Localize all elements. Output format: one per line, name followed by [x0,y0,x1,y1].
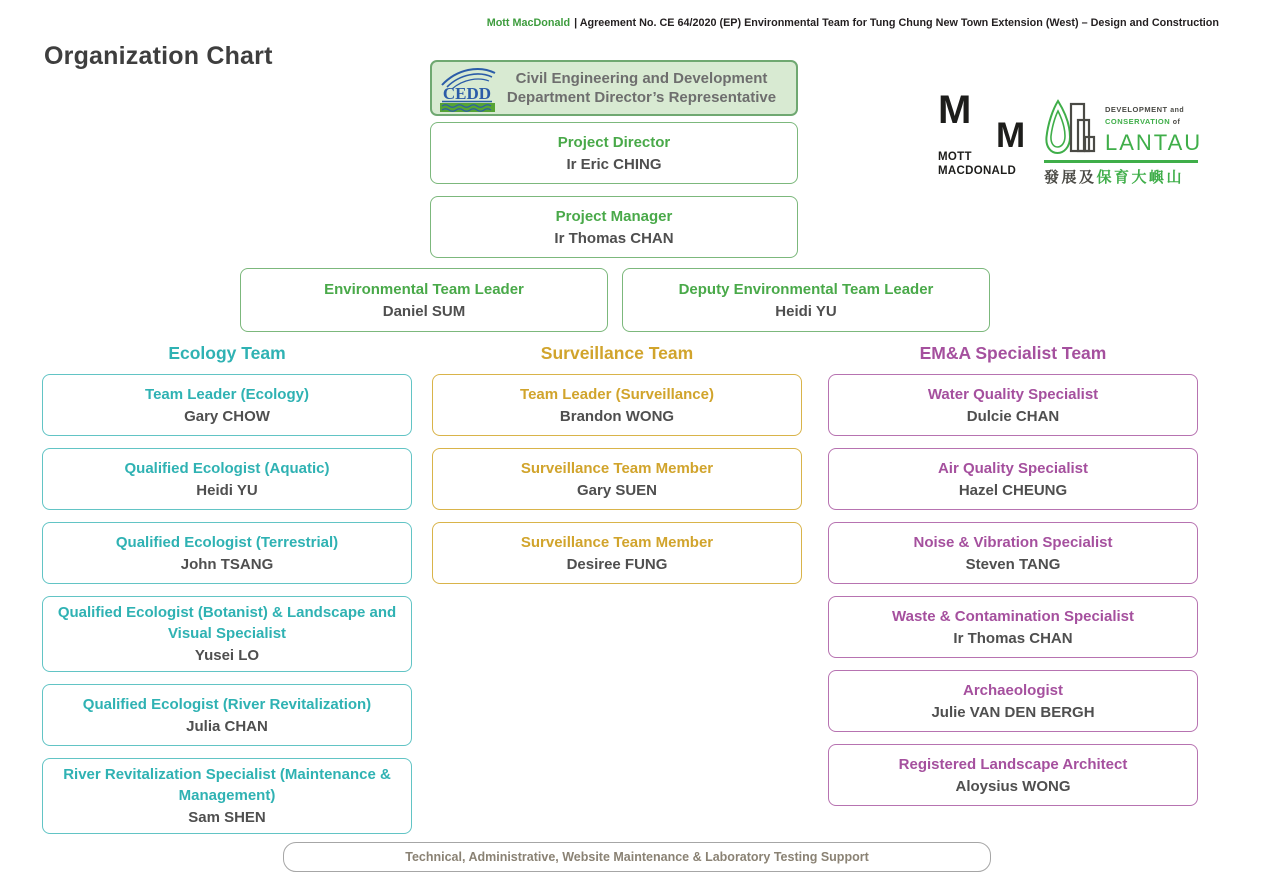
person-name: Heidi YU [196,481,258,499]
mott-m-small-icon: M [996,116,1026,155]
lantau-and-text: and [1170,107,1185,114]
lantau-of-text: of [1172,119,1181,126]
lantau-underline [1044,160,1198,163]
team-title-ecology: Ecology Team [168,343,286,363]
org-box [828,670,1198,732]
lantau-development-text: DEVELOPMENT [1105,105,1168,114]
deputy-environmental-team-leader-box [622,268,990,332]
role-label: Air Quality Specialist [937,459,1089,477]
role-label: Deputy Environmental Team Leader [678,280,934,298]
environmental-team-leader-box [240,268,608,332]
role-label: Team Leader (Surveillance) [520,385,714,403]
person-name: Julia CHAN [186,717,268,735]
support-bar-label: Technical, Administrative, Website Maintenance & Laboratory Testing Support [405,850,869,864]
lantau-conservation-text: CONSERVATION [1105,117,1171,126]
person-name: Julie VAN DEN BERGH [931,703,1095,721]
org-box [828,596,1198,658]
page-title: Organization Chart [44,42,273,70]
person-name: Yusei LO [194,647,260,664]
org-box [828,448,1198,510]
director-representative-box [430,60,798,116]
org-box [432,522,802,584]
role-label: Project Manager [555,207,673,225]
lantau-chinese-text: 發展及保育大嶼山 [1044,168,1185,186]
person-name: Brandon WONG [559,407,675,425]
header-brand: Mott MacDonald [486,17,571,29]
person-name: Hazel CHEUNG [958,481,1068,499]
role-label: Qualified Ecologist (Botanist) & Landscape and Visual Specialist [57,604,397,642]
org-box [828,744,1198,806]
team-column-surveillance [432,343,802,584]
lantau-logo [1044,97,1203,187]
project-manager-box [430,196,798,258]
role-label: Water Quality Specialist [927,385,1099,403]
person-name: Sam SHEN [188,809,266,826]
team-title-surveillance: Surveillance Team [540,343,694,363]
director-representative-label: Civil Engineering and Development Department Director’s Representative [506,70,777,106]
person-name: Desiree FUNG [566,555,668,573]
person-name: Steven TANG [965,555,1061,573]
role-label: Project Director [557,133,671,151]
team-column-ema-specialist [828,343,1198,806]
role-label: Waste & Contamination Specialist [892,607,1134,625]
person-name: Dulcie CHAN [966,407,1060,425]
header-agreement-text: | Agreement No. CE 64/2020 (EP) Environmental Team for Tung Chung New Town Extension (West) – Design and Construction [574,17,1219,29]
person-name: Gary CHOW [184,407,270,425]
org-box [432,374,802,436]
role-label: Registered Landscape Architect [898,755,1128,773]
org-box [432,448,802,510]
mott-wordmark-line2: MACDONALD [938,165,1017,177]
cedd-logo-icon [439,64,497,112]
lantau-leaf-buildings-icon [1044,97,1102,159]
person-name: Daniel SUM [382,302,466,320]
person-name: Ir Thomas CHAN [953,629,1073,647]
org-box [828,374,1198,436]
org-box [42,596,412,672]
org-box [42,684,412,746]
org-box [42,448,412,510]
role-label: Surveillance Team Member [520,533,714,551]
person-name: Ir Eric CHING [566,155,662,173]
document-header [487,17,1219,29]
person-name: Gary SUEN [576,481,658,499]
role-label: Surveillance Team Member [520,459,714,477]
org-box [42,758,412,834]
mott-wordmark [938,150,1016,178]
org-box [42,374,412,436]
person-name: Aloysius WONG [955,777,1071,795]
team-title-ema-specialist: EM&A Specialist Team [919,343,1107,363]
person-name: Ir Thomas CHAN [554,229,674,247]
team-column-ecology [42,343,412,834]
role-label: Environmental Team Leader [324,280,524,298]
role-label: Noise & Vibration Specialist [913,533,1113,551]
role-label: Team Leader (Ecology) [145,385,309,403]
lantau-wordmark: LANTAU [1105,130,1203,155]
cedd-logo-text: CEDD [442,84,492,103]
org-box [42,522,412,584]
mott-m-large-icon: M [938,88,972,132]
project-director-box [430,122,798,184]
person-name: Heidi YU [775,302,837,320]
mott-wordmark-line1: MOTT [938,151,972,163]
role-label: Qualified Ecologist (Aquatic) [124,459,330,477]
role-label: Qualified Ecologist (River Revitalization) [82,695,372,713]
mott-macdonald-logo [938,88,1042,180]
support-bar [283,842,991,872]
lantau-text-block [1105,97,1202,159]
role-label: Qualified Ecologist (Terrestrial) [115,533,339,551]
person-name: John TSANG [180,555,274,573]
role-label: River Revitalization Specialist (Maintenance & Management) [63,766,391,804]
role-label: Archaeologist [962,681,1064,699]
org-box [828,522,1198,584]
